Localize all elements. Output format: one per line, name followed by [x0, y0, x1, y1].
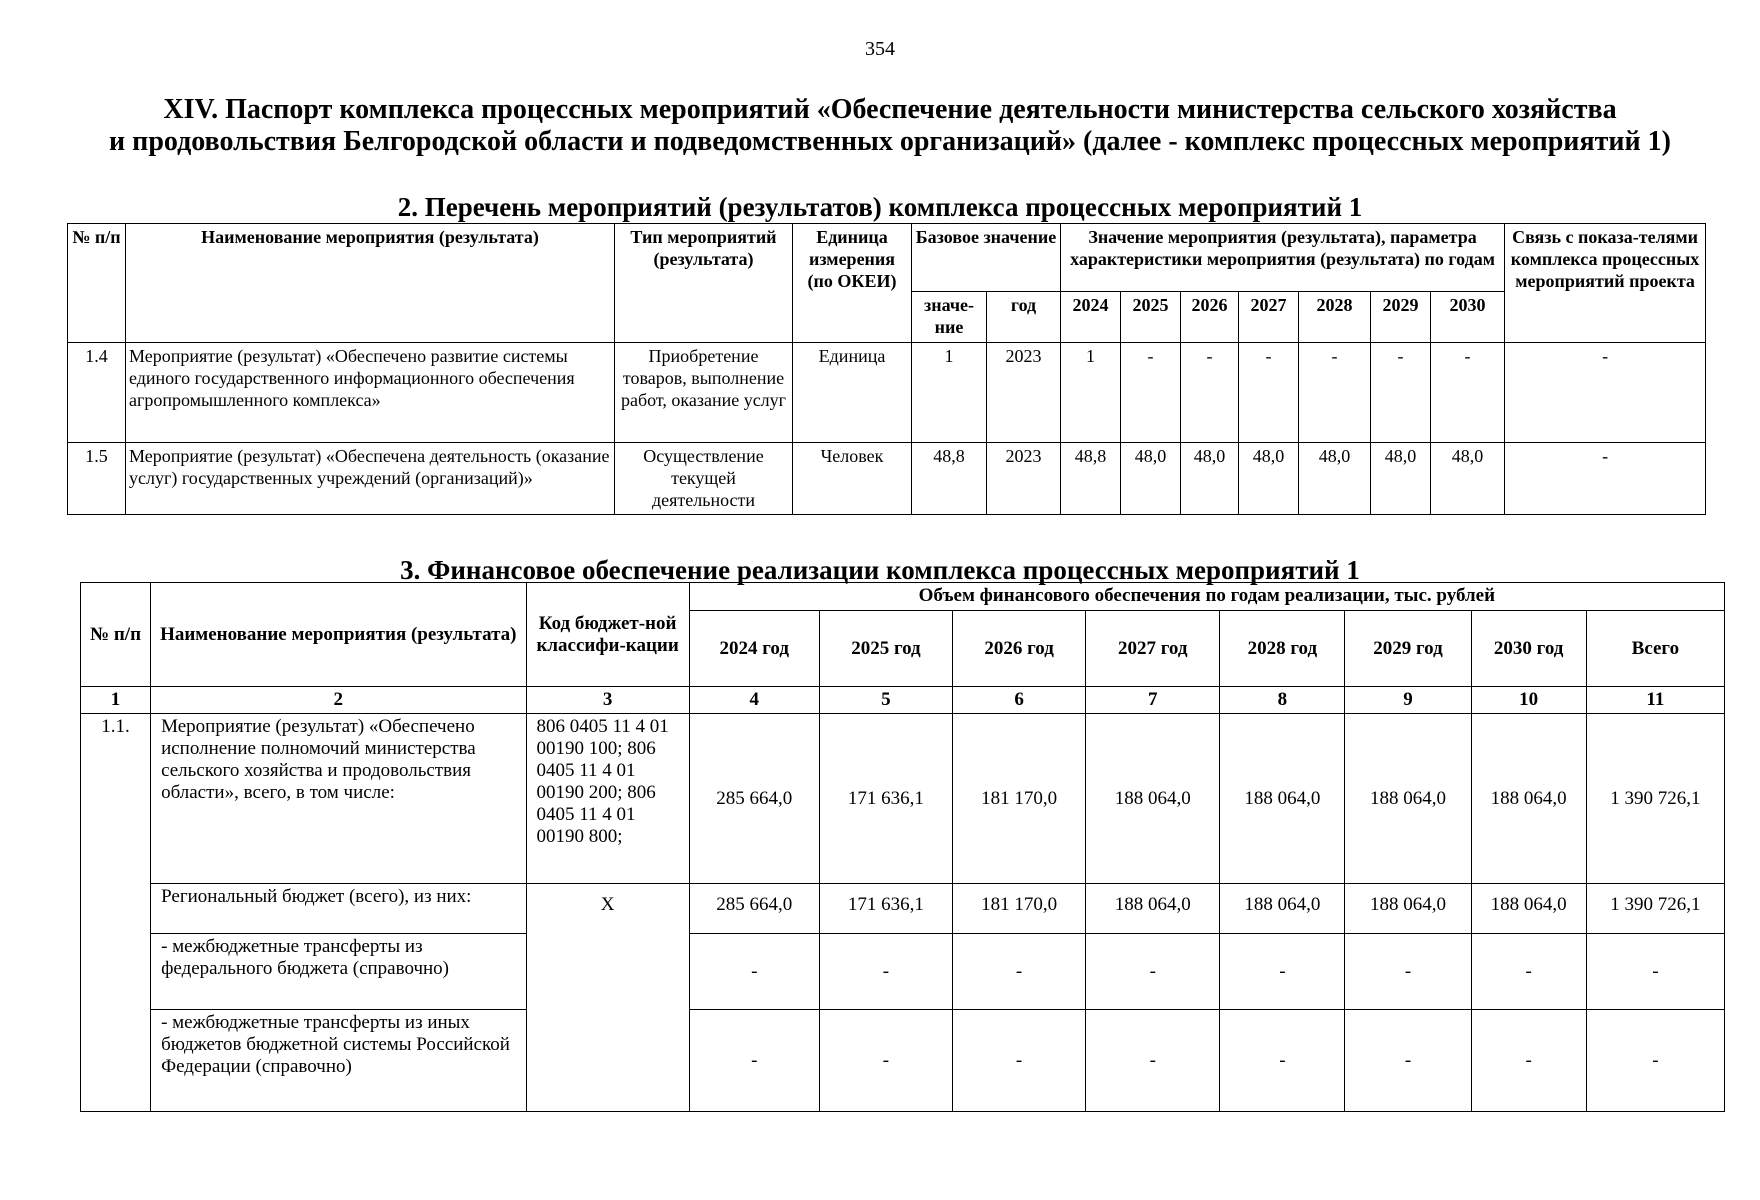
column-number: 10: [1471, 687, 1586, 714]
document-title-line2: и продовольствия Белгородской области и подведомственных организаций» (далее - комплекс процессных мероприятий 1): [109, 126, 1671, 157]
table-header-row: [68, 224, 1706, 292]
row-type: Приобретение товаров, выполнение работ, оказание услуг: [615, 343, 793, 443]
header-year: 2024 год: [689, 611, 819, 687]
row-value: -: [1371, 343, 1431, 443]
header-year: 2025: [1121, 292, 1181, 343]
row-value: 181 170,0: [953, 714, 1086, 884]
header-type: Тип мероприятий (результата): [615, 224, 793, 343]
row-num: 1.4: [68, 343, 126, 443]
document-title: [40, 94, 1740, 158]
row-total: -: [1586, 1010, 1724, 1112]
column-number: 2: [151, 687, 526, 714]
header-volume: Объем финансового обеспечения по годам реализации, тыс. рублей: [689, 583, 1724, 611]
header-year: 2029: [1371, 292, 1431, 343]
row-value: -: [819, 934, 952, 1010]
header-year: 2026: [1181, 292, 1239, 343]
column-number: 6: [953, 687, 1086, 714]
header-unit: Единица измерения (по ОКЕИ): [793, 224, 912, 343]
header-link: Связь с показа-телями комплекса процессных мероприятий проекта: [1505, 224, 1706, 343]
row-value: -: [1471, 1010, 1586, 1112]
row-value: -: [1239, 343, 1299, 443]
row-value: 188 064,0: [1220, 884, 1345, 934]
row-value: 188 064,0: [1086, 884, 1220, 934]
row-value: -: [689, 1010, 819, 1112]
row-name: Мероприятие (результат) «Обеспечено развитие системы единого государственного информационного обеспечения агропромышленного комплекса»: [126, 343, 615, 443]
table-row: [81, 714, 1725, 884]
row-value: 285 664,0: [689, 884, 819, 934]
row-value: -: [953, 1010, 1086, 1112]
column-number: 5: [819, 687, 952, 714]
row-value: 48,0: [1239, 443, 1299, 515]
row-value: 48,0: [1121, 443, 1181, 515]
header-year: 2030: [1431, 292, 1505, 343]
row-name: - межбюджетные трансферты из федерального бюджета (справочно): [151, 934, 526, 1010]
table-header-row: [81, 583, 1725, 611]
row-unit: Единица: [793, 343, 912, 443]
activities-table: [67, 223, 1706, 515]
row-name: Мероприятие (результат) «Обеспечена деятельность (оказание услуг) государственных учреждений (организаций)»: [126, 443, 615, 515]
header-base-value: значе-ние: [912, 292, 987, 343]
row-unit: Человек: [793, 443, 912, 515]
row-link: -: [1505, 443, 1706, 515]
header-year: 2028: [1299, 292, 1371, 343]
column-number: 3: [526, 687, 689, 714]
row-name: - межбюджетные трансферты из иных бюджетов бюджетной системы Российской Федерации (справочно): [151, 1010, 526, 1112]
header-year: 2024: [1061, 292, 1121, 343]
row-value: 188 064,0: [1220, 714, 1345, 884]
header-num: № п/п: [81, 583, 151, 687]
row-total: -: [1586, 934, 1724, 1010]
row-value: 48,0: [1181, 443, 1239, 515]
section3-title: 3. Финансовое обеспечение реализации комплекса процессных мероприятий 1: [400, 555, 1360, 585]
header-year: 2027: [1239, 292, 1299, 343]
section2-title: 2. Перечень мероприятий (результатов) комплекса процессных мероприятий 1: [397, 192, 1363, 222]
table-row: [68, 343, 1706, 443]
header-year: 2026 год: [953, 611, 1086, 687]
row-value: 188 064,0: [1471, 884, 1586, 934]
header-year: 2030 год: [1471, 611, 1586, 687]
row-base-value: 48,8: [912, 443, 987, 515]
row-base-value: 1: [912, 343, 987, 443]
document-title-line1: XIV. Паспорт комплекса процессных мероприятий «Обеспечение деятельности министерства сельского хозяйства: [163, 94, 1617, 125]
row-value: 48,0: [1371, 443, 1431, 515]
header-total: Всего: [1586, 611, 1724, 687]
header-year: 2025 год: [819, 611, 952, 687]
table-row: [81, 934, 1725, 1010]
row-code: 806 0405 11 4 01 00190 100; 806 0405 11 4 01 00190 200; 806 0405 11 4 01 00190 800;: [526, 714, 689, 884]
page-number: 354: [865, 38, 895, 60]
row-value: 181 170,0: [953, 884, 1086, 934]
column-number: 9: [1345, 687, 1471, 714]
row-value: -: [1121, 343, 1181, 443]
column-number: 8: [1220, 687, 1345, 714]
table-row: [68, 443, 1706, 515]
row-base-year: 2023: [987, 343, 1061, 443]
row-value: 48,0: [1431, 443, 1505, 515]
header-base-year: год: [987, 292, 1061, 343]
row-total: 1 390 726,1: [1586, 884, 1724, 934]
row-type: Осуществление текущей деятельности: [615, 443, 793, 515]
row-num: 1.1.: [81, 714, 151, 1112]
financing-table: [80, 582, 1725, 1112]
row-value: -: [1181, 343, 1239, 443]
column-number: 7: [1086, 687, 1220, 714]
row-name: Региональный бюджет (всего), из них:: [151, 884, 526, 934]
table-row: [81, 1010, 1725, 1112]
header-name: Наименование мероприятия (результата): [126, 224, 615, 343]
row-value: 188 064,0: [1471, 714, 1586, 884]
row-value: 285 664,0: [689, 714, 819, 884]
row-value: -: [1220, 1010, 1345, 1112]
row-base-year: 2023: [987, 443, 1061, 515]
row-name: Мероприятие (результат) «Обеспечено исполнение полномочий министерства сельского хозяйства и продовольствия области», всего, в том числе:: [151, 714, 526, 884]
header-base: Базовое значение: [912, 224, 1061, 292]
header-year: 2027 год: [1086, 611, 1220, 687]
row-value: 188 064,0: [1345, 884, 1471, 934]
row-value: 171 636,1: [819, 884, 952, 934]
row-link: -: [1505, 343, 1706, 443]
row-value: 1: [1061, 343, 1121, 443]
row-value: 188 064,0: [1086, 714, 1220, 884]
row-value: 188 064,0: [1345, 714, 1471, 884]
row-value: -: [1345, 1010, 1471, 1112]
row-value: 48,0: [1299, 443, 1371, 515]
header-year: 2029 год: [1345, 611, 1471, 687]
row-value: -: [1220, 934, 1345, 1010]
header-name: Наименование мероприятия (результата): [151, 583, 526, 687]
row-code: X: [526, 884, 689, 1112]
row-value: -: [1086, 1010, 1220, 1112]
header-code: Код бюджет-ной классифи-кации: [526, 583, 689, 687]
column-number: 1: [81, 687, 151, 714]
column-number: 4: [689, 687, 819, 714]
row-value: 48,8: [1061, 443, 1121, 515]
column-number: 11: [1586, 687, 1724, 714]
row-value: -: [819, 1010, 952, 1112]
row-value: -: [1345, 934, 1471, 1010]
row-value: -: [1086, 934, 1220, 1010]
row-value: -: [689, 934, 819, 1010]
row-value: 171 636,1: [819, 714, 952, 884]
row-num: 1.5: [68, 443, 126, 515]
table-row: [81, 884, 1725, 934]
row-total: 1 390 726,1: [1586, 714, 1724, 884]
row-value: -: [1431, 343, 1505, 443]
row-value: -: [1299, 343, 1371, 443]
header-values: Значение мероприятия (результата), параметра характеристики мероприятия (результата) по годам: [1061, 224, 1505, 292]
header-num: № п/п: [68, 224, 126, 343]
column-numbers-row: [81, 687, 1725, 714]
row-value: -: [1471, 934, 1586, 1010]
header-year: 2028 год: [1220, 611, 1345, 687]
row-value: -: [953, 934, 1086, 1010]
